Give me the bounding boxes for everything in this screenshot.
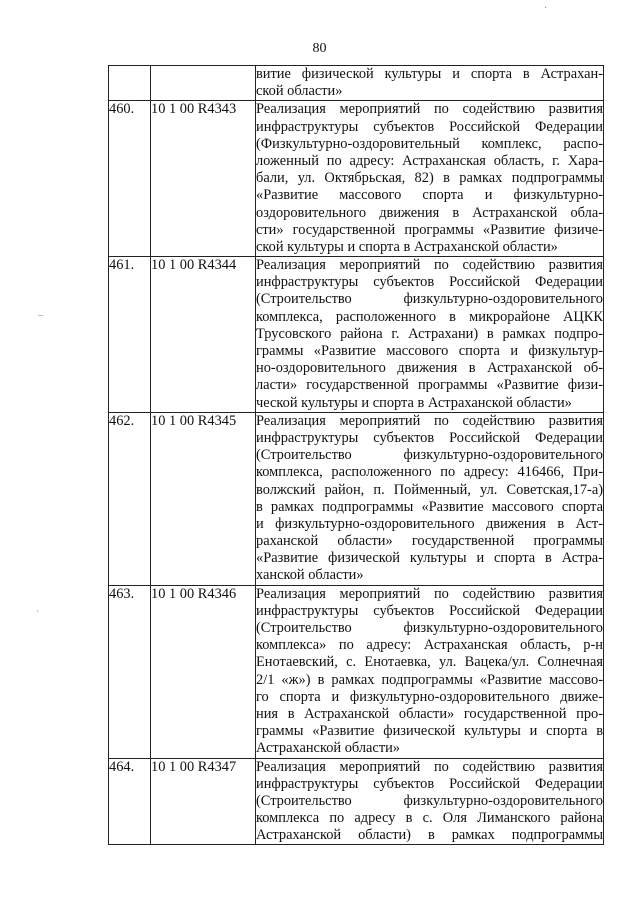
scan-speck: · bbox=[544, 3, 548, 14]
row-number-cell: 461. bbox=[109, 257, 151, 413]
description-line: инфраструктуры субъектов Российской Федерации bbox=[256, 274, 603, 291]
description-line: граммы «Развитие физической культуры и спорта в bbox=[256, 723, 603, 740]
description-line: инфраструктуры субъектов Российской Федерации bbox=[256, 602, 603, 619]
description-cell bbox=[256, 101, 604, 257]
description-line: Реализация мероприятий по содействию развития bbox=[256, 257, 603, 274]
description-line: раханской области» государственной программы bbox=[256, 533, 603, 550]
description-line: граммы «Развитие массового спорта и физкультур- bbox=[256, 343, 603, 359]
description-line: (Строительство физкультурно-оздоровительного bbox=[256, 291, 603, 308]
description-line: комплекса, расположенного по адресу: 416466, При- bbox=[256, 464, 603, 481]
description-line: ханской области» bbox=[256, 567, 364, 584]
budget-code-cell: 10 1 00 R4343 bbox=[151, 101, 256, 257]
description-line: (Строительство физкультурно-оздоровительного bbox=[256, 620, 603, 636]
description-line: Реализация мероприятий по содействию развития bbox=[256, 101, 603, 118]
description-line: комплекса по адресу в с. Оля Лиманского района bbox=[256, 810, 603, 827]
row-number-cell bbox=[109, 66, 151, 101]
budget-code-cell bbox=[151, 66, 256, 101]
description-line: ласти» государственной программы «Развитие физи- bbox=[256, 377, 603, 394]
description-line: волжский район, п. Пойменный, ул. Советская,17-а) bbox=[256, 481, 603, 498]
table-row bbox=[109, 66, 604, 101]
description-cell bbox=[256, 412, 604, 585]
description-line: инфраструктуры субъектов Российской Федерации bbox=[256, 118, 603, 135]
scan-speck: ˋ bbox=[36, 610, 40, 621]
description-line: инфраструктуры субъектов Российской Федерации bbox=[256, 429, 603, 446]
description-line: 2/1 «ж») в рамках подпрограммы «Развитие массово- bbox=[256, 671, 603, 688]
description-line: (Физкультурно-оздоровительный комплекс, распо- bbox=[256, 135, 603, 152]
budget-code-cell: 10 1 00 R4344 bbox=[151, 257, 256, 413]
row-number-cell: 460. bbox=[109, 101, 151, 257]
budget-code-cell: 10 1 00 R4346 bbox=[151, 585, 256, 758]
description-line: комплекса» по адресу: Астраханская область, р-н bbox=[256, 637, 603, 654]
row-number-cell: 462. bbox=[109, 412, 151, 585]
description-line: «Развитие массового спорта и физкультурно- bbox=[256, 187, 603, 204]
description-line: Астраханской области» bbox=[256, 740, 401, 757]
scan-speck: – bbox=[38, 310, 43, 321]
budget-code-cell: 10 1 00 R4347 bbox=[151, 758, 256, 845]
table-row bbox=[109, 412, 604, 585]
description-line: Реализация мероприятий по содействию развития bbox=[256, 412, 603, 429]
description-cell bbox=[256, 585, 604, 758]
description-cell bbox=[256, 758, 604, 845]
description-line: ской культуры и спорта в Астраханской области» bbox=[256, 238, 558, 255]
description-line: сти» государственной программы «Развитие физиче- bbox=[256, 221, 603, 238]
row-number-cell: 464. bbox=[109, 758, 151, 845]
description-line: Трусовского района г. Астрахани) в рамках подпро- bbox=[256, 325, 603, 342]
description-line: Астраханской области) в рамках подпрограммы bbox=[256, 827, 603, 844]
description-line: ческой культуры и спорта в Астраханской области» bbox=[256, 394, 572, 411]
description-cell bbox=[256, 66, 604, 101]
description-line: ния в Астраханской области» государственной про- bbox=[256, 705, 603, 722]
description-line: Енотаевский, с. Енотаевка, ул. Вацека/ул. Солнечная bbox=[256, 654, 603, 671]
budget-code-cell: 10 1 00 R4345 bbox=[151, 412, 256, 585]
description-line: Реализация мероприятий по содействию развития bbox=[256, 758, 603, 775]
table-row bbox=[109, 257, 604, 413]
table-row bbox=[109, 101, 604, 257]
description-line: «Развитие физической культуры и спорта в Астра- bbox=[256, 550, 603, 567]
description-cell bbox=[256, 257, 604, 413]
description-line: витие физической культуры и спорта в Астрахан- bbox=[256, 66, 603, 82]
description-line: ложенный по адресу: Астраханская область, г. Хара- bbox=[256, 152, 603, 169]
description-line: и физкультурно-оздоровительного движения в Аст- bbox=[256, 515, 603, 532]
budget-table bbox=[108, 65, 604, 845]
description-line: (Строительство физкультурно-оздоровительного bbox=[256, 792, 603, 809]
row-number-cell: 463. bbox=[109, 585, 151, 758]
description-line: Реализация мероприятий по содействию развития bbox=[256, 585, 603, 602]
description-line: но-оздоровительного движения в Астраханской об- bbox=[256, 360, 603, 377]
page-number: 80 bbox=[312, 41, 327, 56]
description-line: бали, ул. Октябрьская, 82) в рамках подпрограммы bbox=[256, 170, 603, 187]
description-line: в рамках подпрограммы «Развитие массового спорта bbox=[256, 498, 603, 515]
table-row bbox=[109, 585, 604, 758]
table-row bbox=[109, 758, 604, 845]
description-line: ской области» bbox=[256, 83, 343, 100]
description-line: инфраструктуры субъектов Российской Федерации bbox=[256, 775, 603, 792]
description-line: оздоровительного движения в Астраханской обла- bbox=[256, 204, 603, 221]
description-line: комплекса, расположенного в микрорайоне АЦКК bbox=[256, 308, 603, 325]
description-line: (Строительство физкультурно-оздоровительного bbox=[256, 447, 603, 464]
description-line: го спорта и физкультурно-оздоровительного движе- bbox=[256, 688, 603, 705]
